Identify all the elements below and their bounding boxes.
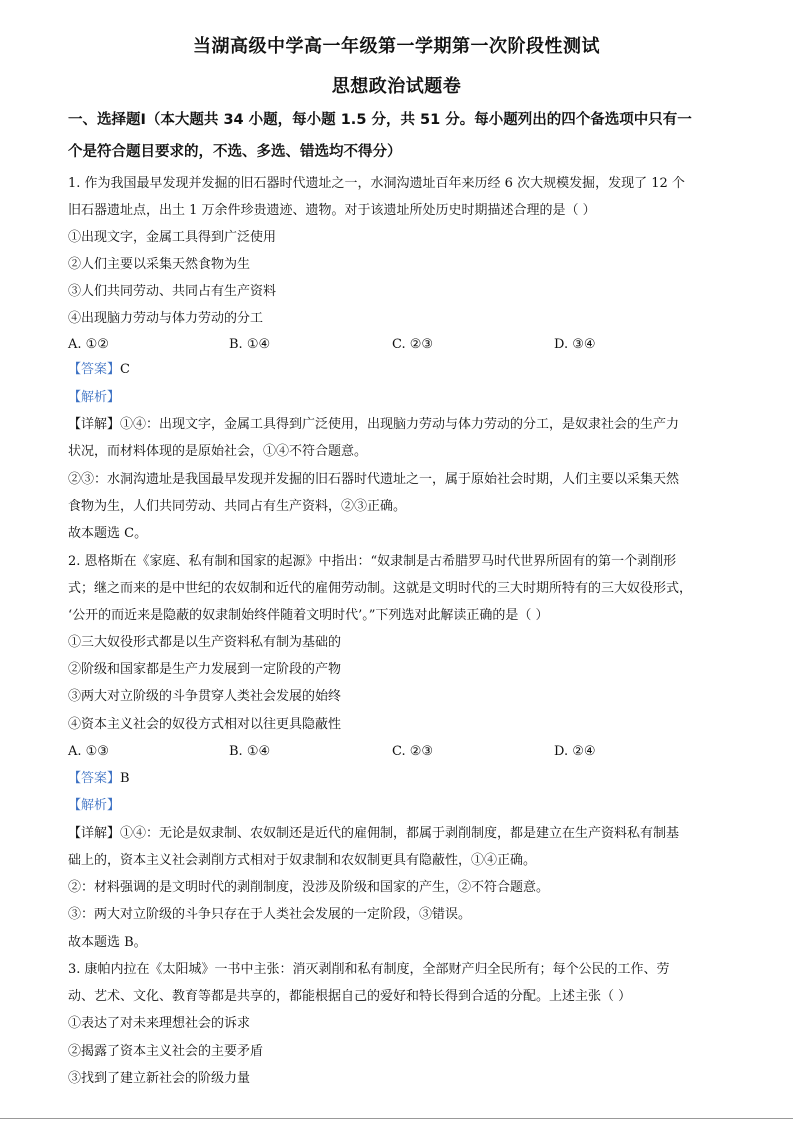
q1-detail-line-5: 故本题选 C。 xyxy=(68,526,148,541)
q3-item-1: ①表达了对未来理想社会的诉求 xyxy=(68,1016,251,1031)
q1-answer xyxy=(68,361,736,379)
q2-detail-line-5: 故本题选 B。 xyxy=(68,935,147,950)
q3-item-3: ③找到了建立新社会的阶级力量 xyxy=(68,1071,251,1086)
q1-options xyxy=(68,336,736,354)
q1-item-4: ④出现脑力劳动与体力劳动的分工 xyxy=(68,311,264,326)
analysis-tag: 【解析】 xyxy=(68,798,121,813)
q2-option-a: A. ①③ xyxy=(68,744,109,759)
q2-detail-line-3: ②：材料强调的是文明时代的剥削制度，没涉及阶级和国家的产生，②不符合题意。 xyxy=(68,880,550,895)
q1-option-a: A. ①② xyxy=(68,337,109,352)
exam-subtitle: 思想政治试题卷 xyxy=(331,76,462,97)
q2-answer-value: B xyxy=(120,771,130,786)
analysis-tag: 【解析】 xyxy=(68,390,121,405)
q1-option-b: B. ①④ xyxy=(229,337,271,352)
q2-option-b: B. ①④ xyxy=(229,744,271,759)
q1-detail-line-2: 状况，而材料体现的是原始社会，①④不符合题意。 xyxy=(68,444,368,459)
q1-item-3: ③人们共同劳动、共同占有生产资料 xyxy=(68,284,277,299)
q2-option-d: D. ②④ xyxy=(554,744,596,759)
page-bottom-rule xyxy=(0,1118,793,1119)
q2-detail-line-1 xyxy=(68,825,736,843)
q1-detail-line-3: ②③：水洞沟遗址是我国最早发现并发掘的旧石器时代遗址之一，属于原始社会时期，人们主要以采集天然 xyxy=(68,472,680,487)
section-heading-line-2: 个是符合题目要求的，不选、多选、错选均不得分） xyxy=(68,144,402,160)
q1-option-d: D. ③④ xyxy=(554,337,596,352)
q2-option-c: C. ②③ xyxy=(392,744,434,759)
q2-options xyxy=(68,743,736,761)
q1-item-2: ②人们主要以采集天然食物为生 xyxy=(68,257,251,272)
q1-option-c: C. ②③ xyxy=(392,337,434,352)
q2-item-4: ④资本主义社会的奴役方式相对以往更具隐蔽性 xyxy=(68,717,342,732)
q1-stem-line-1: 1. 作为我国最早发现并发掘的旧石器时代遗址之一，水洞沟遗址百年来历经 6 次大规模发掘，发现了 12 个 xyxy=(68,176,685,191)
q1-detail-text-1: ①④：出现文字，金属工具得到广泛使用，出现脑力劳动与体力劳动的分工，是奴隶社会的生产力 xyxy=(120,417,680,432)
q3-item-2: ②揭露了资本主义社会的主要矛盾 xyxy=(68,1044,264,1059)
answer-tag: 【答案】 xyxy=(68,771,121,786)
q2-answer xyxy=(68,770,736,788)
q2-detail-line-2: 础上的，资本主义社会剥削方式相对于奴隶制和农奴制更具有隐蔽性，①④正确。 xyxy=(68,853,537,868)
q2-detail-text-1: ①④：无论是奴隶制、农奴制还是近代的雇佣制，都属于剥削制度，都是建立在生产资料私有制基 xyxy=(120,826,680,841)
q2-item-1: ①三大奴役形式都是以生产资料私有制为基础的 xyxy=(68,635,342,650)
q3-stem-line-1: 3. 康帕内拉在《太阳城》一书中主张：消灭剥削和私有制度，全部财产归全民所有；每个公民的工作、劳 xyxy=(68,962,670,977)
q3-stem-line-2: 动、艺术、文化、教育等都是共享的，都能根据自己的爱好和特长得到合适的分配。上述主张（ ） xyxy=(68,989,632,1004)
q1-detail-line-4: 食物为生，人们共同劳动、共同占有生产资料，②③正确。 xyxy=(68,499,407,514)
section-heading-line-1: 一、选择题Ⅰ（本大题共 34 小题，每小题 1.5 分，共 51 分。每小题列出的四个备选项中只有一 xyxy=(68,112,692,128)
q2-stem-line-2: 式；继之而来的是中世纪的农奴制和近代的雇佣劳动制。这就是文明时代的三大时期所特有的三大奴役形式， xyxy=(68,581,693,596)
answer-tag: 【答案】 xyxy=(68,362,121,377)
q2-detail-line-4: ③：两大对立阶级的斗争只存在于人类社会发展的一定阶段，③错误。 xyxy=(68,907,472,922)
q2-stem-line-1: 2. 恩格斯在《家庭、私有制和国家的起源》中指出：“奴隶制是古希腊罗马时代世界所固有的第一个剥削形 xyxy=(68,554,677,569)
detail-tag: 【详解】 xyxy=(68,417,121,432)
q1-answer-value: C xyxy=(120,362,130,377)
q1-stem-line-2: 旧石器遗址点，出土 1 万余件珍贵遗迹、遗物。对于该遗址所处历史时期描述合理的是（ ） xyxy=(68,203,596,218)
q1-analysis-tag xyxy=(68,389,736,407)
q1-item-1: ①出现文字，金属工具得到广泛使用 xyxy=(68,230,277,245)
q2-stem-line-3: ‘公开的而近来是隐蔽的奴隶制始终伴随着文明时代’。”下列选对此解读正确的是（ ） xyxy=(68,608,549,623)
q2-item-2: ②阶级和国家都是生产力发展到一定阶段的产物 xyxy=(68,662,342,677)
q1-detail-line-1 xyxy=(68,416,736,434)
q2-item-3: ③两大对立阶级的斗争贯穿人类社会发展的始终 xyxy=(68,689,342,704)
detail-tag: 【详解】 xyxy=(68,826,121,841)
q2-analysis-tag xyxy=(68,797,736,815)
exam-title: 当湖高级中学高一年级第一学期第一次阶段性测试 xyxy=(193,36,600,57)
